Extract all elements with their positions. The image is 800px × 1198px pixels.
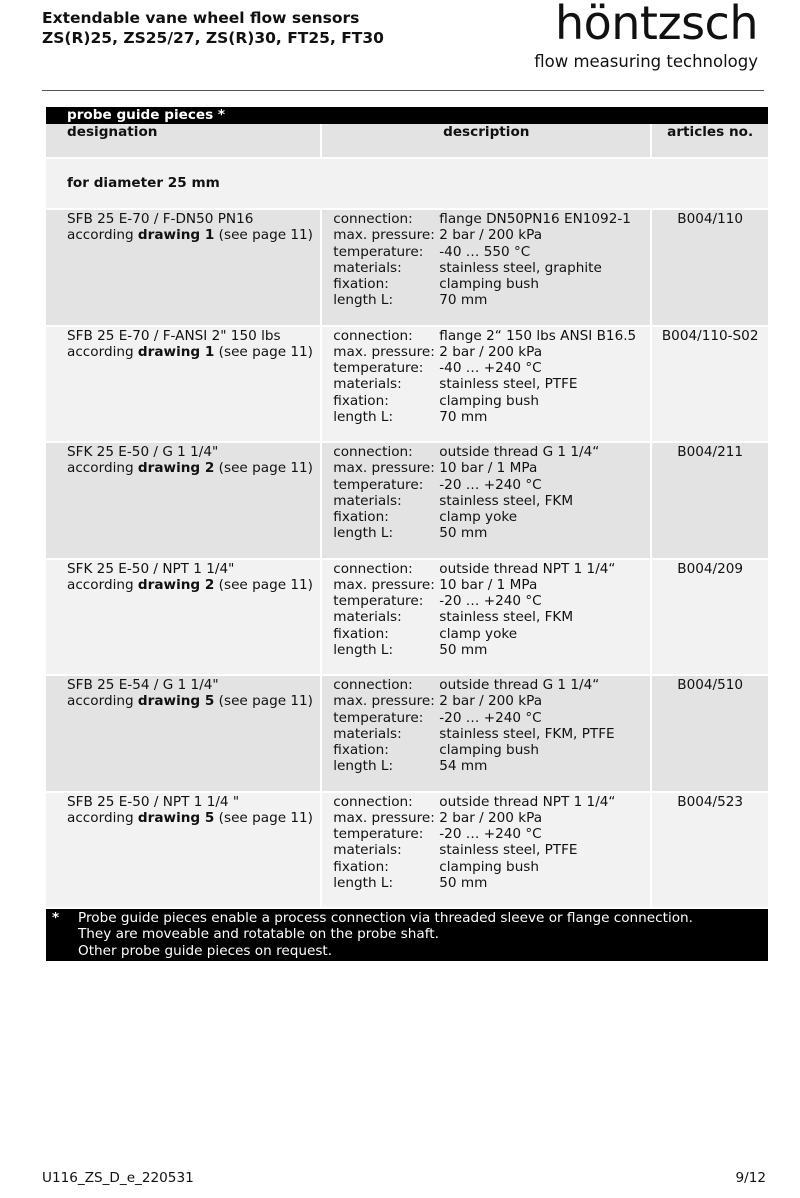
spec-label: length L: — [333, 874, 394, 891]
page-reference: (see page 11) — [214, 693, 313, 710]
spec-line — [333, 276, 650, 292]
footnote — [46, 909, 768, 961]
according-prefix: according — [67, 460, 138, 477]
spec-line — [333, 393, 650, 409]
spec-line — [333, 227, 650, 243]
spec-label: fixation: — [333, 858, 389, 875]
spec-line — [333, 677, 650, 693]
designation-cell — [46, 327, 320, 442]
table-row — [46, 793, 768, 908]
spec-value: clamp yoke — [439, 625, 518, 642]
spec-label: temperature: — [333, 476, 424, 493]
description-cell — [322, 560, 650, 675]
spec-line — [333, 444, 650, 460]
spec-line — [333, 842, 650, 858]
spec-line — [333, 360, 650, 376]
spec-value: -20 … +240 °C — [439, 826, 542, 843]
spec-label: fixation: — [333, 742, 389, 759]
spec-value: flange 2“ 150 lbs ANSI B16.5 — [439, 327, 637, 344]
spec-line — [333, 758, 650, 774]
article-number: B004/110 — [652, 210, 768, 325]
article-number: B004/211 — [652, 443, 768, 558]
spec-line — [333, 409, 650, 425]
spec-line — [333, 509, 650, 525]
page-reference: (see page 11) — [214, 227, 313, 244]
spec-line — [333, 577, 650, 593]
spec-value: 70 mm — [439, 292, 488, 309]
table-row — [46, 327, 768, 442]
spec-label: materials: — [333, 609, 402, 626]
drawing-label: drawing 1 — [137, 227, 215, 244]
column-header-article: articles no. — [652, 124, 768, 157]
designation-cell — [46, 560, 320, 675]
page-reference: (see page 11) — [214, 460, 313, 477]
drawing-reference — [67, 460, 320, 476]
spec-label: fixation: — [333, 392, 389, 409]
spec-line — [333, 593, 650, 609]
designation-name: SFK 25 E-50 / G 1 1/4" — [67, 444, 219, 460]
column-header-description: description — [322, 124, 650, 157]
document-id: U116_ZS_D_e_220531 — [42, 1170, 194, 1186]
spec-value: 2 bar / 200 kPa — [439, 809, 543, 826]
header-divider — [42, 90, 764, 91]
footnote-text — [78, 910, 693, 959]
spec-line — [333, 859, 650, 875]
spec-value: flange DN50PN16 EN1092-1 — [439, 211, 631, 227]
drawing-reference — [67, 577, 320, 593]
according-prefix: according — [67, 693, 138, 710]
spec-line — [333, 344, 650, 360]
spec-line — [333, 626, 650, 642]
designation-name: SFB 25 E-54 / G 1 1/4" — [67, 677, 219, 693]
spec-line — [333, 642, 650, 658]
article-number: B004/510 — [652, 676, 768, 791]
document-title-line-2: ZS(R)25, ZS25/27, ZS(R)30, FT25, FT30 — [42, 29, 384, 47]
spec-line — [333, 742, 650, 758]
spec-line — [333, 693, 650, 709]
spec-value: clamping bush — [439, 742, 540, 759]
article-number: B004/110-S02 — [652, 327, 768, 442]
according-prefix: according — [67, 343, 138, 360]
article-number: B004/523 — [652, 793, 768, 908]
page-reference: (see page 11) — [214, 343, 313, 360]
spec-label: max. pressure: — [333, 460, 435, 477]
spec-label: materials: — [333, 376, 402, 393]
spec-line — [333, 726, 650, 742]
spec-label: materials: — [333, 725, 402, 742]
spec-value: stainless steel, FKM — [439, 609, 574, 626]
table-title: probe guide pieces * — [46, 107, 768, 124]
spec-value: -20 … +240 °C — [439, 476, 542, 493]
spec-value: outside thread G 1 1/4“ — [439, 444, 600, 460]
spec-label: length L: — [333, 641, 394, 658]
spec-label: connection: — [333, 793, 413, 810]
footnote-line: Probe guide pieces enable a process connection via threaded sleeve or flange connection. — [78, 910, 693, 926]
spec-label: max. pressure: — [333, 343, 435, 360]
description-cell — [322, 443, 650, 558]
spec-label: connection: — [333, 444, 413, 460]
spec-label: materials: — [333, 259, 402, 276]
according-prefix: according — [67, 227, 138, 244]
designation-name: SFK 25 E-50 / NPT 1 1/4" — [67, 560, 235, 577]
spec-value: -40 … 550 °C — [439, 243, 531, 260]
spec-label: max. pressure: — [333, 227, 435, 244]
spec-label: max. pressure: — [333, 693, 435, 710]
description-cell — [322, 210, 650, 325]
table-row — [46, 210, 768, 325]
spec-value: stainless steel, graphite — [439, 259, 602, 276]
spec-value: 50 mm — [439, 525, 488, 542]
spec-label: temperature: — [333, 360, 424, 377]
table-body — [46, 210, 768, 907]
spec-value: outside thread NPT 1 1/4“ — [439, 560, 616, 577]
spec-label: max. pressure: — [333, 576, 435, 593]
spec-label: length L: — [333, 525, 394, 542]
table-row — [46, 560, 768, 675]
document-title-line-1: Extendable vane wheel flow sensors — [42, 9, 360, 27]
spec-value: clamping bush — [439, 392, 540, 409]
footnote-line: They are moveable and rotatable on the probe shaft. — [78, 926, 439, 943]
spec-line — [333, 376, 650, 392]
spec-label: connection: — [333, 327, 413, 344]
spec-value: 2 bar / 200 kPa — [439, 693, 543, 710]
spec-label: connection: — [333, 211, 413, 227]
spec-line — [333, 211, 650, 227]
spec-value: -40 … +240 °C — [439, 360, 542, 377]
drawing-reference — [67, 344, 320, 360]
spec-label: materials: — [333, 492, 402, 509]
drawing-label: drawing 2 — [137, 576, 215, 593]
page-reference: (see page 11) — [214, 809, 313, 826]
spec-label: fixation: — [333, 625, 389, 642]
spec-line — [333, 328, 650, 344]
designation-cell — [46, 793, 320, 908]
spec-line — [333, 477, 650, 493]
spec-value: stainless steel, PTFE — [439, 376, 578, 393]
spec-value: stainless steel, PTFE — [439, 842, 578, 859]
hoentzsch-logo: höntzsch — [554, 0, 758, 50]
spec-label: temperature: — [333, 826, 424, 843]
spec-label: fixation: — [333, 276, 389, 293]
spec-value: outside thread NPT 1 1/4“ — [439, 793, 616, 810]
drawing-reference — [67, 693, 320, 709]
spec-line — [333, 292, 650, 308]
spec-label: length L: — [333, 292, 394, 309]
section-heading: for diameter 25 mm — [46, 159, 768, 208]
spec-value: -20 … +240 °C — [439, 709, 542, 726]
spec-value: clamping bush — [439, 276, 540, 293]
page-reference: (see page 11) — [214, 576, 313, 593]
footnote-line: Other probe guide pieces on request. — [78, 942, 333, 959]
spec-line — [333, 561, 650, 577]
probe-guide-table — [46, 107, 768, 961]
logo-tagline: flow measuring technology — [534, 52, 758, 71]
spec-value: 50 mm — [439, 641, 488, 658]
spec-value: 2 bar / 200 kPa — [439, 227, 543, 244]
article-number: B004/209 — [652, 560, 768, 675]
spec-line — [333, 710, 650, 726]
designation-cell — [46, 210, 320, 325]
spec-value: clamping bush — [439, 858, 540, 875]
description-cell — [322, 793, 650, 908]
designation-name: SFB 25 E-70 / F-ANSI 2" 150 lbs — [67, 327, 281, 344]
spec-line — [333, 460, 650, 476]
spec-label: fixation: — [333, 509, 389, 526]
page-number: 9/12 — [735, 1170, 766, 1186]
spec-value: 54 mm — [439, 758, 488, 775]
spec-value: 10 bar / 1 MPa — [439, 576, 538, 593]
spec-line — [333, 609, 650, 625]
spec-label: temperature: — [333, 593, 424, 610]
drawing-label: drawing 5 — [137, 809, 215, 826]
description-cell — [322, 327, 650, 442]
spec-line — [333, 244, 650, 260]
spec-label: connection: — [333, 560, 413, 577]
footnote-marker: * — [52, 910, 60, 926]
spec-value: clamp yoke — [439, 509, 518, 526]
table-header-row — [46, 124, 768, 157]
drawing-label: drawing 1 — [137, 343, 215, 360]
drawing-label: drawing 2 — [137, 460, 215, 477]
designation-name: SFB 25 E-70 / F-DN50 PN16 — [67, 211, 254, 227]
spec-value: stainless steel, FKM, PTFE — [439, 725, 615, 742]
spec-line — [333, 826, 650, 842]
spec-label: temperature: — [333, 709, 424, 726]
designation-name: SFB 25 E-50 / NPT 1 1/4 " — [67, 793, 240, 810]
spec-line — [333, 525, 650, 541]
spec-line — [333, 794, 650, 810]
spec-value: -20 … +240 °C — [439, 593, 542, 610]
spec-label: connection: — [333, 677, 413, 693]
spec-label: max. pressure: — [333, 809, 435, 826]
column-header-designation: designation — [46, 124, 320, 157]
spec-line — [333, 260, 650, 276]
spec-label: length L: — [333, 408, 394, 425]
description-cell — [322, 676, 650, 791]
designation-cell — [46, 443, 320, 558]
spec-line — [333, 875, 650, 891]
spec-label: materials: — [333, 842, 402, 859]
drawing-label: drawing 5 — [137, 693, 215, 710]
according-prefix: according — [67, 576, 138, 593]
document-title — [42, 8, 384, 48]
table-row — [46, 443, 768, 558]
spec-value: outside thread G 1 1/4“ — [439, 677, 600, 693]
spec-value: 70 mm — [439, 408, 488, 425]
designation-cell — [46, 676, 320, 791]
spec-value: stainless steel, FKM — [439, 492, 574, 509]
drawing-reference — [67, 227, 320, 243]
spec-value: 50 mm — [439, 874, 488, 891]
spec-value: 2 bar / 200 kPa — [439, 343, 543, 360]
table-row — [46, 676, 768, 791]
spec-line — [333, 810, 650, 826]
spec-line — [333, 493, 650, 509]
according-prefix: according — [67, 809, 138, 826]
spec-label: temperature: — [333, 243, 424, 260]
drawing-reference — [67, 810, 320, 826]
spec-value: 10 bar / 1 MPa — [439, 460, 538, 477]
spec-label: length L: — [333, 758, 394, 775]
